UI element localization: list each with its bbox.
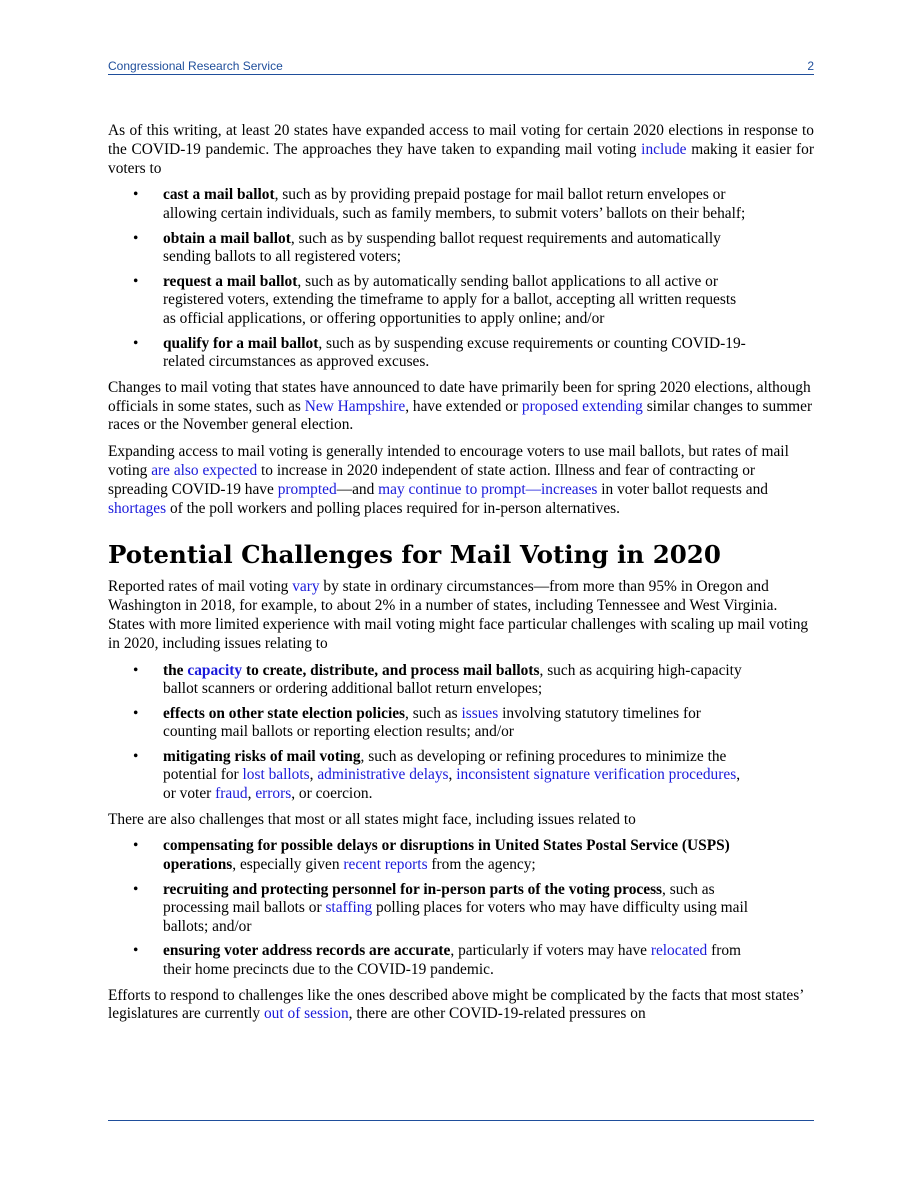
text: , or coercion. bbox=[291, 785, 373, 803]
bullet-icon: • bbox=[133, 942, 139, 960]
text: , such as by suspending ballot request requirements and automatically sending ballots to all registered voters; bbox=[163, 229, 721, 266]
link-errors[interactable]: errors bbox=[255, 785, 292, 803]
text: Changes to mail voting that states have announced to date have primarily been for spring 2020 elections, although officials in some states, such as bbox=[108, 378, 811, 415]
bold-term: recruiting and protecting personnel for in-person parts of the voting process bbox=[163, 880, 663, 898]
text: , bbox=[247, 785, 256, 803]
text: —and bbox=[336, 480, 379, 498]
text: , particularly if voters may have bbox=[450, 942, 651, 960]
text: , bbox=[309, 766, 318, 784]
bold-term: request a mail ballot bbox=[163, 272, 298, 290]
text: of the poll workers and polling places required for in-person alternatives. bbox=[166, 499, 621, 517]
link-signature-verification[interactable]: inconsistent signature verification procedures bbox=[456, 766, 737, 784]
bold-term: qualify for a mail ballot bbox=[163, 334, 319, 352]
bold-term: compensating for possible delays or disruptions in United States Postal Service (USPS) operations bbox=[163, 837, 730, 874]
list-item bbox=[108, 705, 814, 742]
text: involving statutory timelines for counting mail ballots or reporting election results; and/or bbox=[163, 704, 701, 741]
text: , such as developing or refining procedures to minimize the potential for bbox=[163, 747, 727, 784]
text: , such as processing mail ballots or bbox=[163, 880, 715, 917]
bold-term: mitigating risks of mail voting bbox=[163, 747, 361, 765]
bullet-icon: • bbox=[133, 334, 139, 352]
link-issues[interactable]: issues bbox=[461, 704, 499, 722]
link-vary[interactable]: vary bbox=[292, 578, 320, 596]
text: , such as by automatically sending ballot applications to all active or registered voters, extending the timeframe to apply for a ballot, accepting all written requests as official applications, or offering opportunities to apply online; and/or bbox=[163, 272, 737, 327]
bold-term: effects on other state election policies bbox=[163, 704, 406, 722]
link-lost-ballots[interactable]: lost ballots bbox=[242, 766, 310, 784]
text: , bbox=[448, 766, 457, 784]
list-item bbox=[108, 837, 814, 874]
text: , especially given bbox=[232, 856, 344, 874]
link-fraud[interactable]: fraud bbox=[215, 785, 248, 803]
link-prompted[interactable]: prompted bbox=[277, 480, 337, 498]
text: Efforts to respond to challenges like the ones described above might be complicated by the facts that most states’ legislatures are currently bbox=[108, 986, 804, 1023]
bold-term: cast a mail ballot bbox=[163, 186, 275, 204]
text: , have extended or bbox=[405, 397, 522, 415]
header-org: Congressional Research Service bbox=[108, 59, 283, 73]
link-may-continue[interactable]: may continue to prompt bbox=[378, 480, 526, 498]
page-header bbox=[108, 58, 814, 75]
text: , such as by suspending excuse requirements or counting COVID-19-related circumstances as approved excuses. bbox=[163, 334, 746, 371]
mail-ballot-list bbox=[108, 186, 814, 371]
text: Expanding access to mail voting is generally intended to encourage voters to use mail ballots, but rates of mail voting bbox=[108, 443, 789, 479]
list-item bbox=[108, 748, 814, 804]
paragraph-intro bbox=[108, 122, 814, 178]
link-are-also-expected[interactable]: are also expected bbox=[151, 461, 258, 479]
bullet-icon: • bbox=[133, 272, 139, 290]
link-proposed-extending[interactable]: proposed extending bbox=[521, 397, 643, 415]
text: , such as bbox=[405, 704, 462, 722]
bold-term: ensuring voter address records are accurate bbox=[163, 942, 451, 960]
link-shortages[interactable]: shortages bbox=[108, 499, 167, 517]
link-administrative-delays[interactable]: administrative delays bbox=[317, 766, 449, 784]
text: As of this writing, at least 20 states have expanded access to mail voting for certain 2020 elections in response to the COVID-19 pandemic. The approaches they have taken to expanding mail voting bbox=[108, 122, 814, 158]
link-staffing[interactable]: staffing bbox=[325, 899, 373, 917]
text: , such as by providing prepaid postage for mail ballot return envelopes or allowing certain individuals, such as family members, to submit voters’ ballots on their behalf; bbox=[163, 186, 746, 222]
paragraph-expanding bbox=[108, 443, 814, 518]
document-body bbox=[108, 122, 814, 1032]
paragraph-rates bbox=[108, 578, 814, 653]
section-heading: Potential Challenges for Mail Voting in 2020 bbox=[108, 540, 721, 570]
paragraph-efforts bbox=[108, 987, 814, 1025]
link-out-of-session[interactable]: out of session bbox=[263, 1005, 349, 1023]
bold-term: the bbox=[163, 661, 188, 679]
list-item bbox=[108, 881, 814, 937]
all-states-list bbox=[108, 837, 814, 979]
list-item bbox=[108, 186, 814, 223]
link-capacity[interactable]: capacity bbox=[187, 661, 243, 679]
bullet-icon: • bbox=[133, 229, 139, 247]
text: to increase in 2020 independent of state action. Illness and fear of contracting or spreading COVID-19 have bbox=[108, 461, 756, 498]
paragraph-changes bbox=[108, 379, 814, 435]
bold-term: obtain a mail ballot bbox=[163, 229, 291, 247]
text: polling places for voters who may have difficulty using mail ballots; and/or bbox=[163, 899, 749, 935]
link-recent-reports[interactable]: recent reports bbox=[343, 856, 428, 874]
text: in voter ballot requests and bbox=[597, 480, 768, 498]
link-include[interactable]: include bbox=[641, 140, 687, 158]
text: making it easier for voters to bbox=[108, 140, 815, 177]
page-number: 2 bbox=[807, 59, 814, 73]
bullet-icon: • bbox=[133, 661, 139, 679]
paragraph-also: There are also challenges that most or all states might face, including issues related to bbox=[108, 810, 636, 828]
challenges-list bbox=[108, 662, 814, 804]
text: , there are other COVID-19-related pressures on bbox=[348, 1005, 646, 1023]
text: from their home precincts due to the COVID-19 pandemic. bbox=[163, 942, 741, 979]
link-new-hampshire[interactable]: New Hampshire bbox=[304, 397, 406, 415]
text: , such as acquiring high-capacity ballot scanners or ordering additional ballot return envelopes; bbox=[163, 661, 742, 698]
list-item bbox=[108, 273, 814, 329]
list-item bbox=[108, 230, 814, 267]
link-relocated[interactable]: relocated bbox=[650, 942, 708, 960]
list-item bbox=[108, 335, 814, 372]
text: Reported rates of mail voting bbox=[108, 578, 293, 596]
bullet-icon: • bbox=[133, 747, 139, 765]
link-increases[interactable]: —increases bbox=[525, 480, 598, 498]
bullet-icon: • bbox=[133, 880, 139, 898]
footer-rule bbox=[108, 1120, 814, 1121]
bold-term: to create, distribute, and process mail ballots bbox=[242, 661, 540, 679]
list-item bbox=[108, 942, 814, 979]
text: by state in ordinary circumstances—from more than 95% in Oregon and Washington in 2018, for example, to about 2% in a number of states, including Tennessee and West Virginia. States with more limited experience with mail voting might face particular challenges with scaling up mail voting in 2020, including issues relating to bbox=[108, 578, 809, 652]
list-item bbox=[108, 662, 814, 699]
text: , or voter bbox=[163, 766, 741, 803]
text: from the agency; bbox=[427, 856, 536, 874]
bullet-icon: • bbox=[133, 837, 139, 855]
bullet-icon: • bbox=[133, 704, 139, 722]
bullet-icon: • bbox=[133, 186, 139, 204]
text: similar changes to summer races or the November general election. bbox=[108, 397, 813, 434]
